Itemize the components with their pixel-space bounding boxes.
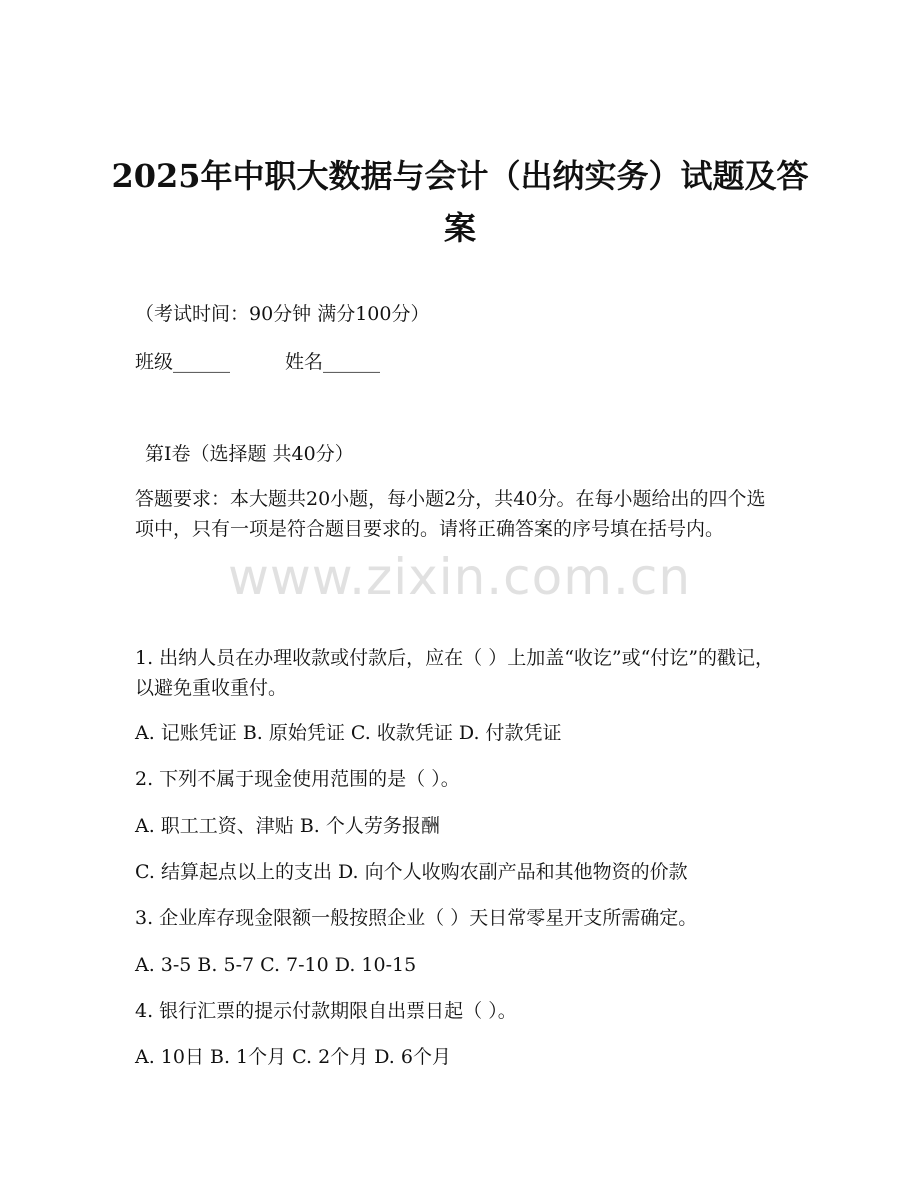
question-1-stem: 1. 出纳人员在办理收款或付款后，应在（ ）上加盖“收讫”或“付讫”的戳记，以避免重收重付。 — [135, 647, 775, 699]
question-3-stem: 3. 企业库存现金限额一般按照企业（ ）天日常零星开支所需确定。 — [135, 907, 698, 929]
question-4-stem: 4. 银行汇票的提示付款期限自出票日起（ ）。 — [135, 1000, 517, 1022]
instructions-paragraph: 答题要求：本大题共20小题，每小题2分，共40分。在每小题给出的四个选项中，只有一项是符合题目要求的。请将正确答案的序号填在括号内。 — [135, 488, 766, 540]
name-field-label: 姓名______ — [285, 351, 381, 373]
watermark: www.zixin.com.cn — [228, 548, 692, 606]
question-3-options: A. 3-5 B. 5-7 C. 7-10 D. 10-15 — [135, 954, 417, 976]
section-title: 第Ⅰ卷（选择题 共40分） — [145, 443, 354, 465]
exam-info: （考试时间：90分钟 满分100分） — [135, 303, 430, 325]
question-2-options-row-1: A. 职工工资、津贴 B. 个人劳务报酬 — [135, 815, 440, 837]
question-4-options: A. 10日 B. 1个月 C. 2个月 D. 6个月 — [135, 1046, 451, 1068]
question-2-options-row-2: C. 结算起点以上的支出 D. 向个人收购农副产品和其他物资的价款 — [135, 861, 688, 883]
student-info-row — [135, 349, 380, 375]
question-1-options: A. 记账凭证 B. 原始凭证 C. 收款凭证 D. 付款凭证 — [135, 722, 562, 744]
document-title: 2025年中职大数据与会计（出纳实务）试题及答案 — [111, 157, 809, 247]
class-field-label: 班级______ — [135, 351, 231, 373]
question-2-stem: 2. 下列不属于现金使用范围的是（ ）。 — [135, 768, 460, 790]
